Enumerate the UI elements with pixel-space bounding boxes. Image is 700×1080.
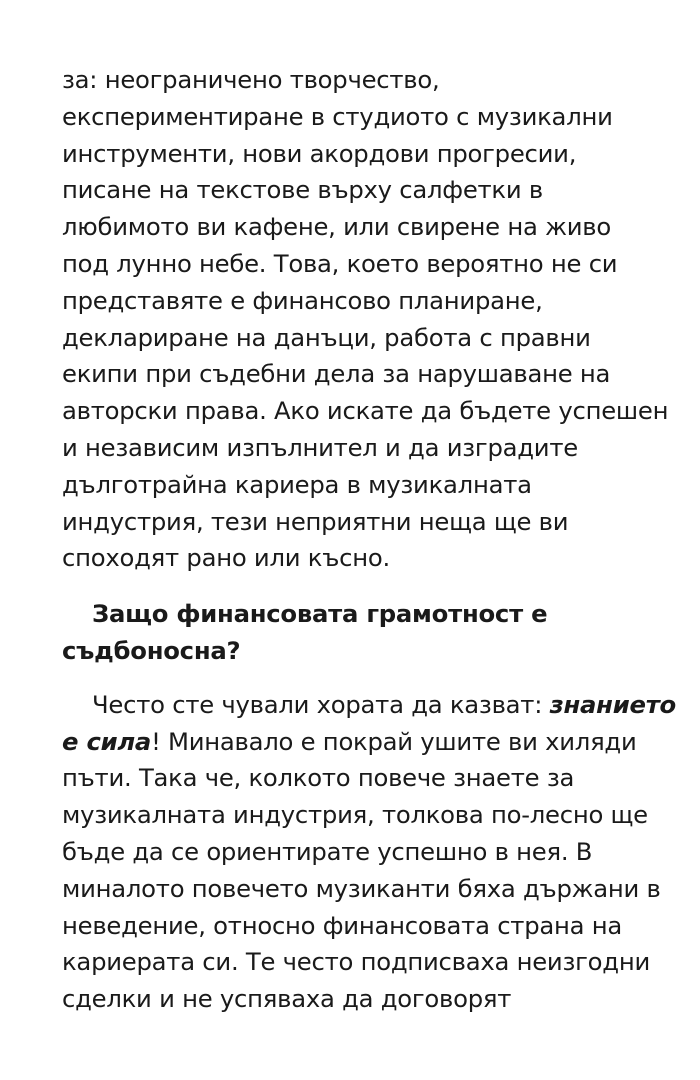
text-line: пъти. Така че, колкото повече знаете за xyxy=(62,763,575,793)
text-line: авторски права. Ако искате да бъдете успешен xyxy=(62,396,669,426)
text-line: бъде да се ориентирате успешно в нея. В xyxy=(62,836,593,866)
text-run: ! Минавало е покрай ушите ви хиляди xyxy=(151,726,637,756)
text-line xyxy=(62,724,638,761)
text-line: неведение, относно финансовата страна на xyxy=(62,910,623,940)
text-line: дълготрайна кариера в музикалната xyxy=(62,469,532,499)
text-line: споходят рано или късно. xyxy=(62,543,390,573)
text-line: и независим изпълнител и да изградите xyxy=(62,432,578,462)
text-line: екипи при съдебни дела за нарушаване на xyxy=(62,359,611,389)
emphasized-text: знанието xyxy=(549,689,676,719)
text-run: Често сте чували хората да казват: xyxy=(92,689,550,719)
heading-line: съдбоносна? xyxy=(62,635,241,665)
text-line: сделки и не успяваха да договорят xyxy=(62,984,512,1014)
text-line: инструменти, нови акордови прогресии, xyxy=(62,138,577,168)
text-line xyxy=(62,687,676,724)
text-line: любимото ви кафене, или свирене на живо xyxy=(62,212,611,242)
text-line: под лунно небе. Това, което вероятно не си xyxy=(62,248,618,278)
text-line: кариерата си. Те често подписваха неизгодни xyxy=(62,947,650,977)
text-line: индустрия, тези неприятни неща ще ви xyxy=(62,506,569,536)
text-line: за: неограничено творчество, xyxy=(62,65,440,94)
text-line: писане на текстове върху салфетки в xyxy=(62,175,543,205)
text-line: представяте е финансово планиране, xyxy=(62,285,543,315)
body-paragraph-1 xyxy=(62,62,669,577)
text-line: музикалната индустрия, толкова по-лесно ще xyxy=(62,800,648,830)
body-paragraph-2 xyxy=(62,687,676,1018)
heading-line: Защо финансовата грамотност е xyxy=(92,599,548,629)
emphasized-text: е сила xyxy=(62,726,152,756)
section-heading xyxy=(62,596,638,670)
text-line: миналото повечето музиканти бяха държани в xyxy=(62,873,661,903)
text-line: експериментиране в студиото с музикални xyxy=(62,101,613,131)
text-line: деклариране на данъци, работа с правни xyxy=(62,322,591,352)
